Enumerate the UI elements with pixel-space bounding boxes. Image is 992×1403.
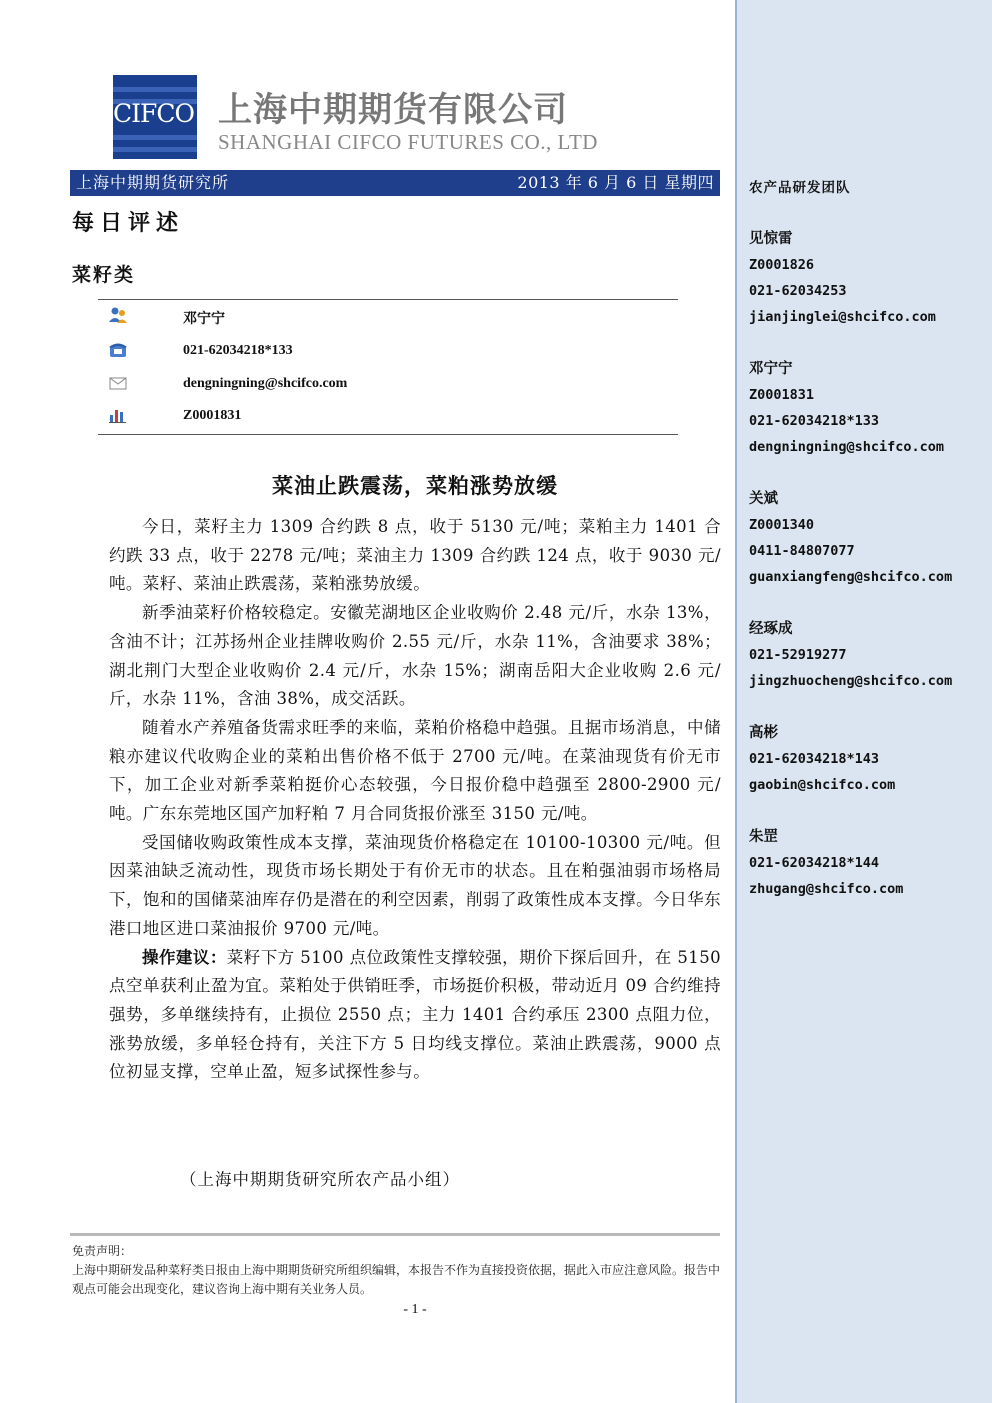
disclaimer-title: 免责声明：	[72, 1244, 133, 1258]
disclaimer	[72, 1242, 720, 1299]
member-name: 关斌	[749, 491, 778, 507]
team-member	[749, 720, 895, 798]
company-name-en: SHANGHAI CIFCO FUTURES CO., LTD	[218, 130, 598, 154]
article-paragraph: 受国储收购政策性成本支撑，菜油现货价格稳定在 10100-10300 元/吨。但因菜油缺乏流动性，现货市场长期处于有价无市的状态。且在粕强油弱市场格局下，饱和的国储菜油库存仍是潜在的利空因素，削弱了政策性成本支撑。今日华东港口地区进口菜油报价 9700 元/吨。	[109, 832, 721, 938]
advice-paragraph	[109, 944, 721, 1088]
phone-icon	[108, 341, 128, 359]
member-email: dengningning@shcifco.com	[749, 439, 945, 455]
team-member	[749, 486, 952, 590]
analyst-name: 邓宁宁	[183, 312, 225, 327]
team-member	[749, 226, 936, 330]
member-email: guanxiangfeng@shcifco.com	[749, 569, 953, 585]
contact-row-phone	[98, 341, 678, 365]
advice-text: 菜籽下方 5100 点位政策性支撑较强，期价下探后回升，在 5150 点空单获利止盈为宜。菜粕处于供销旺季，市场挺价积极，带动近月 09 合约维持强势，多单继续持有，止损位 2550 点；主力 1401 合约承压 2300 点阻力位，涨势放缓，多单轻仓持有，关注下方 5 日均线支撑位。菜油止跌震荡，9000 点位初显支撑，空单止盈，短多试探性参与。	[109, 947, 722, 1082]
header-bar	[70, 170, 720, 196]
category-title: 菜籽类	[72, 264, 136, 286]
member-name: 高彬	[749, 725, 778, 741]
member-license: Z0001340	[749, 517, 815, 533]
member-phone: 021-52919277	[749, 647, 847, 663]
team-member	[749, 356, 944, 460]
logo-mark-text: CIFCO	[113, 99, 194, 128]
member-email: gaobin@shcifco.com	[749, 777, 896, 793]
disclaimer-text: 上海中期研发品种菜籽类日报由上海中期期货研究所组织编辑，本报告不作为直接投资依据，据此入市应注意风险。报告中观点可能会出现变化，建议咨询上海中期有关业务人员。	[72, 1263, 721, 1296]
contact-row-name	[98, 306, 678, 330]
contact-row-email	[98, 374, 678, 398]
member-email: zhugang@shcifco.com	[749, 881, 904, 897]
member-name: 经琢成	[749, 621, 793, 637]
article-paragraph: 随着水产养殖备货需求旺季的来临，菜粕价格稳中趋强。且据市场消息，中储粮亦建议代收购企业的菜粕出售价格不低于 2700 元/吨。在菜油现货有价无市下，加工企业对新季菜粕挺价心态较强，今日报价稳中趋强至 2800-2900 元/吨。广东东莞地区国产加籽粕 7 月合同货报价涨至 3150 元/吨。	[109, 717, 721, 824]
article-body	[109, 513, 721, 1087]
analyst-phone: 021-62034218*133	[183, 343, 293, 358]
section-title: 每日评述	[72, 210, 185, 236]
member-phone: 021-62034218*144	[749, 855, 880, 871]
report-date: 2013 年 6 月 6 日 星期四	[517, 173, 714, 192]
member-name: 见惊雷	[749, 231, 793, 247]
article-title: 菜油止跌震荡，菜粕涨势放缓	[272, 473, 558, 498]
article-signature: （上海中期期货研究所农产品小组）	[180, 1170, 460, 1189]
member-phone: 0411-84807077	[749, 543, 855, 559]
advice-label: 操作建议：	[142, 947, 227, 967]
article-paragraph: 新季油菜籽价格较稳定。安徽芜湖地区企业收购价 2.48 元/斤，水杂 13%，含油不计；江苏扬州企业挂牌收购价 2.55 元/斤，水杂 11%，含油要求 38%；湖北荆门大型企业收购价 2.4 元/斤，水杂 15%；湖南岳阳大企业收购 2.6 元/斤，水杂 11%，含油 38%，成交活跃。	[109, 603, 721, 709]
article-paragraph: 今日，菜籽主力 1309 合约跌 8 点，收于 5130 元/吨；菜粕主力 1401 合约跌 33 点，收于 2278 元/吨；菜油主力 1309 合约跌 124 点，收于 9030 元/吨。菜籽、菜油止跌震荡，菜粕涨势放缓。	[109, 517, 721, 594]
member-email: jianjinglei@shcifco.com	[749, 309, 936, 325]
member-license: Z0001826	[749, 257, 815, 273]
company-name-cn: 上海中期期货有限公司	[218, 90, 568, 130]
bar-chart-icon	[108, 406, 128, 424]
member-name: 朱罡	[749, 829, 778, 845]
page-number: - 1 -	[403, 1302, 427, 1317]
person-icon	[108, 306, 128, 324]
member-name: 邓宁宁	[749, 361, 793, 377]
team-member	[749, 616, 952, 694]
institute-name: 上海中期期货研究所	[76, 173, 230, 192]
member-license: Z0001831	[749, 387, 815, 403]
envelope-icon	[108, 374, 128, 392]
analyst-contact-box	[98, 299, 678, 435]
member-phone: 021-62034218*143	[749, 751, 880, 767]
research-team-sidebar	[735, 0, 992, 1403]
analyst-license: Z0001831	[183, 408, 242, 423]
member-phone: 021-62034218*133	[749, 413, 880, 429]
divider	[70, 1233, 720, 1236]
team-member	[749, 824, 903, 902]
member-phone: 021-62034253	[749, 283, 847, 299]
team-title: 农产品研发团队	[749, 180, 851, 196]
contact-row-license	[98, 406, 678, 430]
member-email: jingzhuocheng@shcifco.com	[749, 673, 953, 689]
analyst-email: dengningning@shcifco.com	[183, 376, 348, 391]
